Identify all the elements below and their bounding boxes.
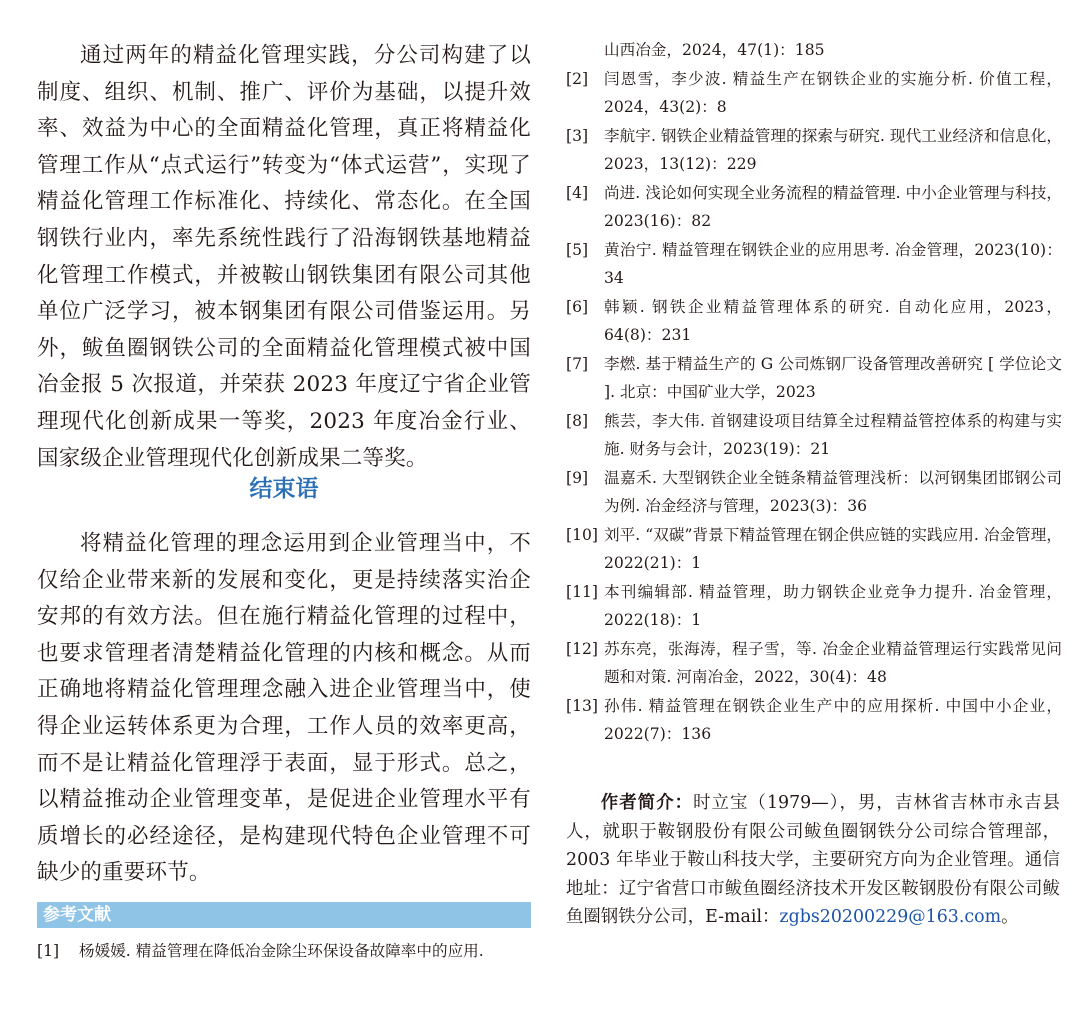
reference-text: 韩颖. 钢铁企业精益管理体系的研究. 自动化应用，2023，64(8)：231 <box>604 297 1062 344</box>
reference-item <box>566 350 1062 407</box>
author-email: zgbs20200229@163.com <box>779 907 1002 928</box>
reference-number: [13] <box>566 696 599 715</box>
reference-item <box>566 692 1062 749</box>
section-title: 结束语 <box>249 476 319 502</box>
author-bio-end: 。 <box>1001 907 1019 928</box>
reference-text: 杨媛媛. 精益管理在降低冶金除尘环保设备故障率中的应用. <box>79 942 484 960</box>
reference-item <box>566 179 1062 236</box>
references-heading: 参考文献 <box>37 902 531 928</box>
reference-item <box>37 937 531 966</box>
reference-number: [8] <box>566 411 589 430</box>
reference-number: [10] <box>566 525 599 544</box>
reference-item <box>566 521 1062 578</box>
reference-number: [9] <box>566 468 589 487</box>
reference-text: 闫恩雪，李少波. 精益生产在钢铁企业的实施分析. 价值工程，2024，43(2)：8 <box>604 69 1062 116</box>
reference-number: [6] <box>566 297 589 316</box>
reference-number: [4] <box>566 183 589 202</box>
author-bio <box>566 789 1060 932</box>
reference-text: 尚进. 浅论如何实现全业务流程的精益管理. 中小企业管理与科技，2023(16)：82 <box>604 183 1062 230</box>
reference-number: [7] <box>566 354 589 373</box>
reference-item <box>566 407 1062 464</box>
body-paragraph: 通过两年的精益化管理实践，分公司构建了以制度、组织、机制、推广、评价为基础，以提升效率、效益为中心的全面精益化管理，真正将精益化管理工作从“点式运行”转变为“体式运营”，实现了精益化管理工作标准化、持续化、常态化。在全国钢铁行业内，率先系统性践行了沿海钢铁基地精益化管理工作模式，并被鞍山钢铁集团有限公司其他单位广泛学习，被本钢集团有限公司借鉴运用。另外，鲅鱼圈钢铁公司的全面精益化管理模式被中国冶金报 5 次报道，并荣获 2023 年度辽宁省企业管理现代化创新成果一等奖，2023 年度冶金行业、国家级企业管理现代化创新成果二等奖。 <box>37 43 531 471</box>
reference-item <box>566 236 1062 293</box>
reference-number: [5] <box>566 240 589 259</box>
reference-item <box>566 65 1062 122</box>
reference-text: 李燃. 基于精益生产的 G 公司炼钢厂设备管理改善研究 [ 学位论文 ]. 北京：中国矿业大学，2023 <box>604 354 1062 401</box>
reference-text: 孙伟. 精益管理在钢铁企业生产中的应用探析. 中国中小企业，2022(7)：136 <box>604 696 1062 743</box>
left-column <box>37 38 531 892</box>
right-column-references <box>566 36 1062 749</box>
reference-text: 熊芸，李大伟. 首钢建设项目结算全过程精益管控体系的构建与实施. 财务与会计，2023(19)：21 <box>604 411 1062 458</box>
reference-text: 黄治宁. 精益管理在钢铁企业的应用思考. 冶金管理，2023(10)：34 <box>604 240 1062 287</box>
reference-text: 温嘉禾. 大型钢铁企业全链条精益管理浅析：以河钢集团邯钢公司为例. 冶金经济与管理，2023(3)：36 <box>604 468 1062 515</box>
body-paragraph: 将精益化管理的理念运用到企业管理当中，不仅给企业带来新的发展和变化，更是持续落实治企安邦的有效方法。但在施行精益化管理的过程中，也要求管理者清楚精益化管理的内核和概念。从而正确地将精益化管理理念融入进企业管理当中，使得企业运转体系更为合理，工作人员的效率更高，而不是让精益化管理浮于表面，显于形式。总之，以精益推动企业管理变革，是促进企业管理水平有质增长的必经途径，是构建现代特色企业管理不可缺少的重要环节。 <box>37 531 531 886</box>
reference-text: 李航宇. 钢铁企业精益管理的探索与研究. 现代工业经济和信息化，2023，13(12)：229 <box>604 126 1062 173</box>
author-bio-label: 作者简介： <box>600 793 694 813</box>
author-bio-body <box>566 789 1060 932</box>
reference-item <box>566 293 1062 350</box>
reference-number: [11] <box>566 582 599 601</box>
reference-number: [12] <box>566 639 599 658</box>
author-bio-text: 时立宝（1979—），男，吉林省吉林市永吉县人，就职于鞍钢股份有限公司鲅鱼圈钢铁分公司综合管理部，2003 年毕业于鞍山科技大学，主要研究方向为企业管理。通信地址：辽宁省营口市鲅鱼圈经济技术开发区鞍钢股份有限公司鲅鱼圈钢铁分公司，E-mail： <box>566 793 1060 928</box>
reference-item <box>566 122 1062 179</box>
reference-text: 刘平. “双碳”背景下精益管理在钢企供应链的实践应用. 冶金管理，2022(21)：1 <box>604 525 1062 572</box>
reference-text: 苏东亮，张海涛，程子雪，等. 冶金企业精益管理运行实践常见问题和对策. 河南冶金，2022，30(4)：48 <box>604 639 1062 686</box>
reference-item <box>566 464 1062 521</box>
reference-number: [2] <box>566 69 589 88</box>
reference-item <box>566 578 1062 635</box>
reference-continuation: 山西冶金，2024，47(1)：185 <box>604 41 825 59</box>
reference-number: [1] <box>37 942 60 960</box>
reference-item <box>566 635 1062 692</box>
reference-number: [3] <box>566 126 589 145</box>
reference-text: 本刊编辑部. 精益管理，助力钢铁企业竞争力提升. 冶金管理，2022(18)：1 <box>604 582 1062 629</box>
